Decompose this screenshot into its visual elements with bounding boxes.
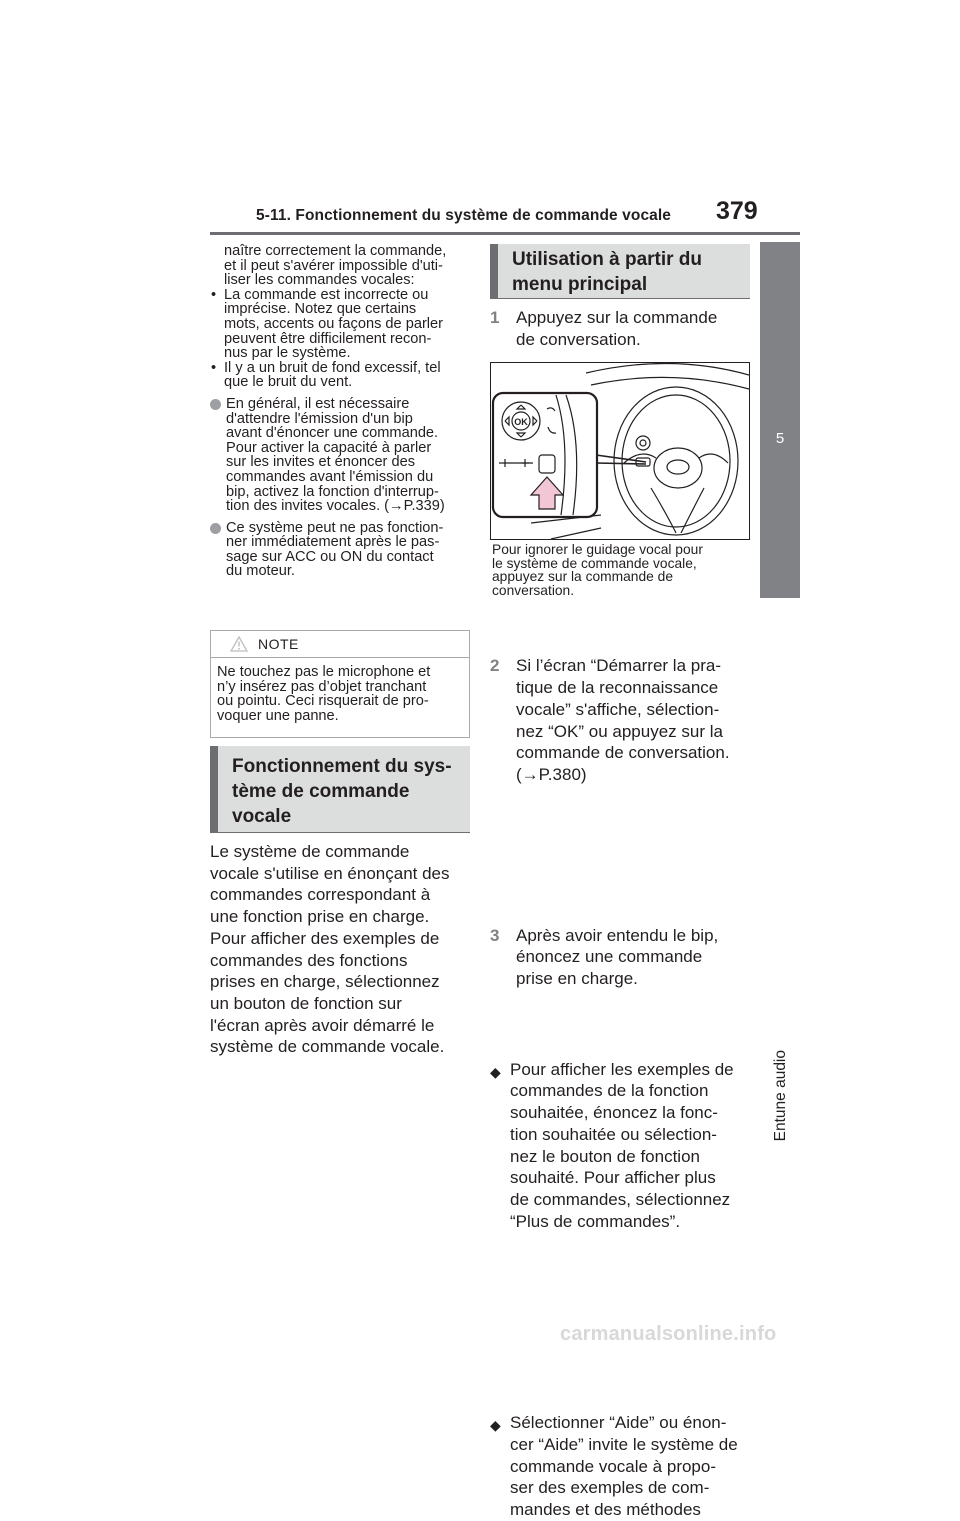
text-line: commande de conversation. bbox=[516, 743, 730, 763]
text-line: voquer une panne. bbox=[217, 707, 339, 724]
list-item bbox=[210, 361, 470, 390]
list-item bbox=[490, 1059, 774, 1233]
text-line: tème de commande bbox=[232, 781, 410, 802]
text-line: vocale bbox=[232, 806, 292, 827]
figure-caption bbox=[492, 543, 750, 597]
text-line: et il peut s'avérer impossible d'uti- bbox=[224, 257, 443, 274]
text-line: avant d'énoncer une commande. bbox=[226, 425, 439, 442]
section-title: 5-11. Fonctionnement du système de commande vocale bbox=[256, 207, 672, 224]
text-line: appuyez sur la commande de bbox=[492, 569, 673, 584]
text-line: Pour ignorer le guidage vocal pour bbox=[492, 542, 703, 557]
text-line: l'écran après avoir démarré le bbox=[210, 1015, 435, 1035]
step-number: 1 bbox=[490, 308, 500, 327]
header-rule bbox=[210, 232, 800, 235]
text-line: peuvent être difficilement recon- bbox=[224, 330, 432, 347]
text-line: vocale s'utilise en énonçant des bbox=[210, 863, 450, 883]
section-heading bbox=[210, 746, 470, 833]
text-line: mots, accents ou façons de parler bbox=[224, 315, 444, 332]
chapter-tab bbox=[760, 242, 800, 598]
text-line: ner immédiatement après le pas- bbox=[226, 534, 440, 551]
step-2 bbox=[490, 655, 778, 785]
circle-bullet-icon bbox=[210, 399, 221, 410]
text-line: que le bruit du vent. bbox=[224, 374, 353, 391]
list-item bbox=[210, 521, 470, 579]
text-line: ser des exemples de com- bbox=[510, 1478, 710, 1498]
left-column-notes bbox=[210, 244, 470, 579]
text-line: Fonctionnement du sys- bbox=[232, 756, 452, 777]
step-1 bbox=[490, 307, 778, 350]
text-line: ou pointu. Ceci risquerait de pro- bbox=[217, 693, 429, 710]
text-line: Après avoir entendu le bip, bbox=[516, 925, 719, 945]
text-line: commandes de la fonction bbox=[510, 1081, 709, 1101]
ok-label: OK bbox=[514, 417, 528, 427]
text-line: liser les commandes vocales: bbox=[224, 272, 415, 289]
diamond-bullet-icon: ◆ bbox=[490, 1063, 501, 1080]
continued-text bbox=[210, 244, 470, 288]
note-box bbox=[210, 630, 470, 738]
circle-bullet-icon bbox=[210, 523, 221, 534]
chapter-number: 5 bbox=[775, 430, 785, 447]
diamond-bullet-icon: ◆ bbox=[490, 1417, 501, 1434]
list-item bbox=[490, 1412, 774, 1521]
text-line: bip, activez la fonction d'interrup- bbox=[226, 483, 439, 500]
text-line: La commande est incorrecte ou bbox=[224, 286, 429, 303]
step-number: 2 bbox=[490, 656, 500, 676]
list-item bbox=[210, 288, 470, 361]
body-paragraph bbox=[210, 841, 472, 1058]
bullet-dot: • bbox=[211, 286, 217, 303]
text-line: du moteur. bbox=[226, 563, 295, 580]
text-line: En général, il est nécessaire bbox=[226, 395, 410, 412]
text-line: n’y insérez pas d’objet tranchant bbox=[217, 678, 427, 695]
section-heading-text bbox=[232, 754, 452, 829]
text-line: nez “OK” ou appuyez sur la bbox=[516, 721, 723, 741]
warning-triangle-icon bbox=[230, 636, 248, 652]
text-line: tion des invites vocales. (→P.339) bbox=[226, 498, 445, 515]
note-text bbox=[217, 665, 467, 723]
text-line: souhaitée, énoncez la fonc- bbox=[510, 1103, 718, 1123]
text-line: imprécise. Notez que certains bbox=[224, 301, 417, 318]
text-line: tion souhaitée ou sélection- bbox=[510, 1124, 717, 1144]
text-line: sur les invites et énoncer des bbox=[226, 454, 416, 471]
section-heading-text bbox=[512, 247, 702, 297]
page-number: 379 bbox=[716, 197, 758, 225]
text-line: (→P.380) bbox=[516, 764, 587, 784]
section-heading bbox=[490, 244, 750, 299]
text-line: Appuyez sur la commande bbox=[516, 308, 718, 327]
text-line: une fonction prise en charge. bbox=[210, 907, 430, 927]
text-line: “Plus de commandes”. bbox=[510, 1211, 681, 1231]
text-line: énoncez une commande bbox=[516, 947, 703, 967]
text-line: Pour activer la capacité à parler bbox=[226, 439, 432, 456]
text-line: Utilisation à partir du bbox=[512, 249, 703, 270]
note-title: NOTE bbox=[258, 636, 299, 652]
text-line: prises en charge, sélectionnez bbox=[210, 972, 440, 992]
text-line: sage sur ACC ou ON du contact bbox=[226, 548, 434, 565]
text-line: commande vocale à propo- bbox=[510, 1456, 717, 1476]
text-line: nez le bouton de fonction bbox=[510, 1146, 700, 1166]
list-item bbox=[210, 397, 470, 514]
text-line: Pour afficher les exemples de bbox=[510, 1059, 734, 1079]
step-3 bbox=[490, 925, 778, 990]
note-header bbox=[211, 631, 469, 658]
text-line: Le système de commande bbox=[210, 842, 410, 861]
step-number: 3 bbox=[490, 925, 500, 945]
steering-wheel-illustration bbox=[490, 362, 750, 540]
text-line: système de commande vocale. bbox=[210, 1037, 445, 1057]
text-line: Pour afficher des exemples de bbox=[210, 928, 440, 948]
text-line: commandes correspondant à bbox=[210, 885, 431, 905]
steering-wheel-icon bbox=[491, 363, 749, 539]
text-line: de commandes, sélectionnez bbox=[510, 1189, 731, 1209]
text-line: Ce système peut ne pas fonction- bbox=[226, 519, 444, 536]
text-line: commandes avant l'émission du bbox=[226, 468, 434, 485]
text-line: un bouton de fonction sur bbox=[210, 993, 402, 1013]
text-line: de conversation. bbox=[516, 329, 641, 349]
chapter-label: Entune audio bbox=[772, 1050, 789, 1142]
text-line: souhaité. Pour afficher plus bbox=[510, 1168, 716, 1188]
text-line: nus par le système. bbox=[224, 345, 351, 362]
text-line: conversation. bbox=[492, 582, 575, 598]
text-line: Il y a un bruit de fond excessif, tel bbox=[224, 359, 441, 376]
text-line: vocale” s'affiche, sélection- bbox=[516, 699, 720, 719]
text-line: naître correctement la commande, bbox=[224, 243, 447, 259]
text-line: menu principal bbox=[512, 274, 648, 295]
text-line: d'attendre l'émission d'un bip bbox=[226, 410, 413, 427]
text-line: Si l’écran “Démarrer la pra- bbox=[516, 656, 721, 676]
text-line: Ne touchez pas le microphone et bbox=[217, 664, 431, 680]
text-line: commandes des fonctions bbox=[210, 950, 408, 970]
watermark-text: carmanualsonline.info bbox=[560, 1323, 777, 1345]
text-line: mandes et des méthodes bbox=[510, 1500, 701, 1520]
text-line: Sélectionner “Aide” ou énon- bbox=[510, 1413, 727, 1433]
text-line: le système de commande vocale, bbox=[492, 555, 697, 571]
text-line: tique de la reconnaissance bbox=[516, 678, 719, 698]
text-line: prise en charge. bbox=[516, 969, 638, 989]
bullet-dot: • bbox=[211, 359, 217, 376]
text-line: cer “Aide” invite le système de bbox=[510, 1435, 738, 1455]
